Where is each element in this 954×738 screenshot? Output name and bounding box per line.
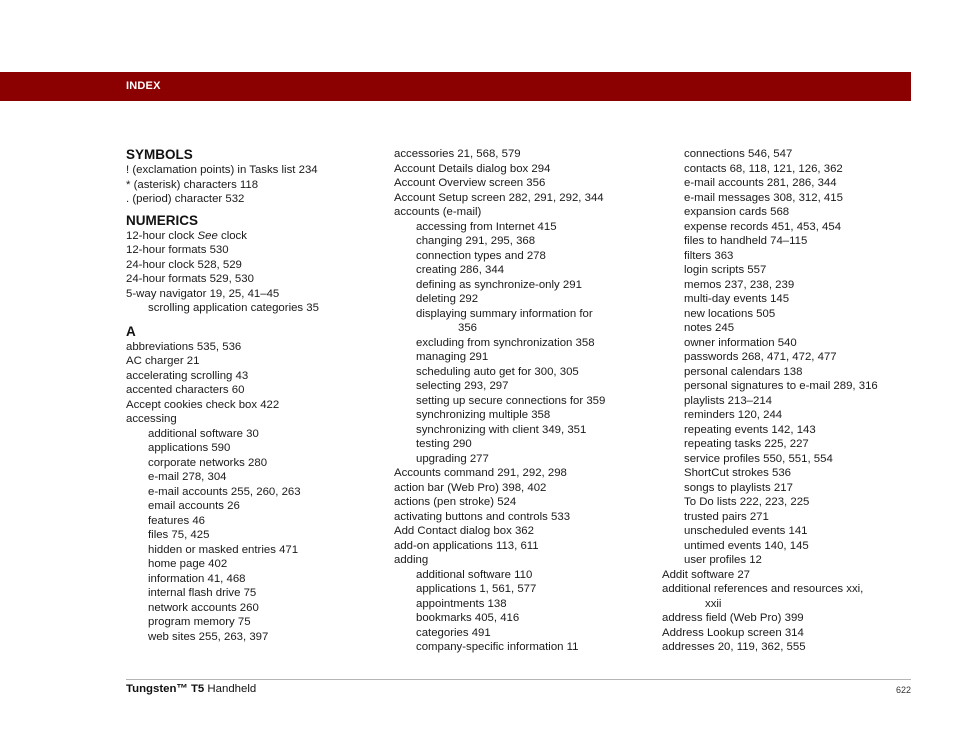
footer-divider <box>126 679 911 680</box>
index-subentry: features 46 <box>148 514 205 527</box>
index-subentry: To Do lists 222, 223, 225 <box>684 496 810 508</box>
index-subentry: bookmarks 405, 416 <box>416 612 520 624</box>
index-column-1 <box>126 147 376 644</box>
index-subentry: connection types and 278 <box>416 249 546 262</box>
index-subentry: expense records 451, 453, 454 <box>684 220 842 233</box>
index-column-2 <box>394 147 644 655</box>
index-entry: Add Contact dialog box 362 <box>394 525 534 537</box>
index-entry: action bar (Web Pro) 398, 402 <box>394 481 547 494</box>
index-subentry: upgrading 277 <box>416 452 489 465</box>
index-entry: * (asterisk) characters 118 <box>126 178 259 191</box>
index-entry: 5-way navigator 19, 25, 41–45 <box>126 287 280 300</box>
index-subentry: contacts 68, 118, 121, 126, 362 <box>684 162 843 175</box>
section-heading: SYMBOLS <box>126 147 193 162</box>
index-subentry: reminders 120, 244 <box>684 409 783 421</box>
index-subentry: e-mail accounts 281, 286, 344 <box>684 177 837 189</box>
index-entry: accelerating scrolling 43 <box>126 369 249 382</box>
index-subentry: deleting 292 <box>416 293 479 305</box>
index-subentry: managing 291 <box>416 351 489 363</box>
index-subentry: e-mail messages 308, 312, 415 <box>684 191 843 204</box>
header-bar <box>0 72 911 101</box>
index-entry: accounts (e-mail) <box>394 206 482 218</box>
index-entry: ! (exclamation points) in Tasks list 234 <box>126 164 318 176</box>
index-subentry: information 41, 468 <box>148 572 246 585</box>
index-entry: add-on applications 113, 611 <box>394 539 539 552</box>
index-subentry: email accounts 26 <box>148 500 240 512</box>
index-subentry: multi-day events 145 <box>684 293 790 305</box>
index-subentry: additional software 110 <box>416 568 533 581</box>
index-subentry: files 75, 425 <box>148 529 210 541</box>
index-entry: actions (pen stroke) 524 <box>394 496 517 508</box>
index-subentry: repeating events 142, 143 <box>684 423 816 436</box>
index-entry: Account Overview screen 356 <box>394 177 546 189</box>
index-entry: 24-hour clock 528, 529 <box>126 258 242 271</box>
index-subentry: setting up secure connections for 359 <box>416 394 606 407</box>
index-entry: Account Details dialog box 294 <box>394 162 551 175</box>
index-entry: 12-hour formats 530 <box>126 244 229 256</box>
index-subentry: selecting 293, 297 <box>416 380 509 392</box>
index-entry: Accounts command 291, 292, 298 <box>394 467 567 479</box>
index-entry: additional references and resources xxi, <box>662 583 864 595</box>
index-subentry: defining as synchronize-only 291 <box>416 278 582 291</box>
index-entry: AC charger 21 <box>126 355 200 367</box>
index-subentry: connections 546, 547 <box>684 148 793 160</box>
index-subentry: creating 286, 344 <box>416 264 505 276</box>
index-subentry: unscheduled events 141 <box>684 525 808 537</box>
index-subentry: service profiles 550, 551, 554 <box>684 452 833 465</box>
index-subentry: appointments 138 <box>416 597 507 610</box>
index-subentry: songs to playlists 217 <box>684 481 793 494</box>
index-subentry: notes 245 <box>684 322 735 334</box>
spacer <box>126 316 376 324</box>
index-subentry: home page 402 <box>148 558 228 570</box>
index-column-3 <box>662 147 912 655</box>
index-subentry: files to handheld 74–115 <box>684 235 808 247</box>
index-subentry: personal calendars 138 <box>684 365 803 378</box>
index-subentry: excluding from synchronization 358 <box>416 336 595 349</box>
index-subentry: login scripts 557 <box>684 264 767 276</box>
footer-product-suffix: Handheld <box>204 683 257 695</box>
footer-product <box>126 683 256 695</box>
footer-product-name: Tungsten™ T5 <box>126 683 205 695</box>
index-subentry: 356 <box>458 322 478 334</box>
index-entry: adding <box>394 554 429 566</box>
section-heading: A <box>126 323 136 339</box>
index-subentry: corporate networks 280 <box>148 456 268 469</box>
section-heading: NUMERICS <box>126 212 199 228</box>
index-subentry: playlists 213–214 <box>684 394 773 407</box>
index-entry: addresses 20, 119, 362, 555 <box>662 641 806 653</box>
index-subentry: web sites 255, 263, 397 <box>148 630 269 643</box>
index-entry <box>126 229 376 244</box>
index-subentry: e-mail accounts 255, 260, 263 <box>148 485 301 498</box>
index-subentry: accessing from Internet 415 <box>416 220 557 233</box>
index-subentry: applications 590 <box>148 442 231 454</box>
index-subentry: repeating tasks 225, 227 <box>684 438 809 450</box>
index-subentry: scheduling auto get for 300, 305 <box>416 365 579 378</box>
index-subentry: e-mail 278, 304 <box>148 471 227 483</box>
index-entry: accented characters 60 <box>126 384 245 396</box>
see-reference: See <box>197 229 218 242</box>
index-entry: address field (Web Pro) 399 <box>662 612 804 624</box>
index-entry: Address Lookup screen 314 <box>662 626 804 639</box>
index-subentry: internal flash drive 75 <box>148 587 257 599</box>
index-subentry: additional software 30 <box>148 427 259 440</box>
index-subentry: ShortCut strokes 536 <box>684 467 791 479</box>
index-subentry: new locations 505 <box>684 307 776 320</box>
index-entry: accessories 21, 568, 579 <box>394 148 521 160</box>
index-subentry: program memory 75 <box>148 616 251 628</box>
index-subentry: changing 291, 295, 368 <box>416 235 536 247</box>
page-section-title: INDEX <box>126 80 161 92</box>
entry-text: clock <box>217 229 247 242</box>
index-subentry: synchronizing multiple 358 <box>416 409 551 421</box>
index-entry: . (period) character 532 <box>126 193 245 205</box>
index-entry: accessing <box>126 413 177 425</box>
index-subentry: xxii <box>705 597 722 610</box>
index-entry: abbreviations 535, 536 <box>126 340 242 353</box>
index-entry: Account Setup screen 282, 291, 292, 344 <box>394 191 604 204</box>
index-subentry: hidden or masked entries 471 <box>148 543 299 556</box>
index-subentry: testing 290 <box>416 438 472 450</box>
entry-text: 12-hour clock <box>126 229 198 242</box>
index-subentry: trusted pairs 271 <box>684 510 769 523</box>
index-entry: Accept cookies check box 422 <box>126 398 280 411</box>
page-number: 622 <box>895 685 911 695</box>
index-subentry: untimed events 140, 145 <box>684 539 809 552</box>
index-subentry: personal signatures to e-mail 289, 316 <box>684 380 878 392</box>
index-subentry: passwords 268, 471, 472, 477 <box>684 351 837 363</box>
index-subentry: applications 1, 561, 577 <box>416 583 537 595</box>
index-entry: Addit software 27 <box>662 568 751 581</box>
index-subentry: synchronizing with client 349, 351 <box>416 423 587 436</box>
index-subentry: user profiles 12 <box>684 554 762 566</box>
index-entry: activating buttons and controls 533 <box>394 510 571 523</box>
index-subentry: owner information 540 <box>684 336 797 349</box>
index-subentry: company-specific information 11 <box>416 641 579 653</box>
index-subentry: expansion cards 568 <box>684 206 790 218</box>
index-subentry: categories 491 <box>416 626 491 639</box>
index-subentry: filters 363 <box>684 249 734 262</box>
index-subentry: scrolling application categories 35 <box>148 302 319 314</box>
index-entry: 24-hour formats 529, 530 <box>126 273 254 285</box>
index-subentry: network accounts 260 <box>148 601 259 614</box>
index-subentry: displaying summary information for <box>416 307 593 320</box>
index-subentry: memos 237, 238, 239 <box>684 278 795 291</box>
